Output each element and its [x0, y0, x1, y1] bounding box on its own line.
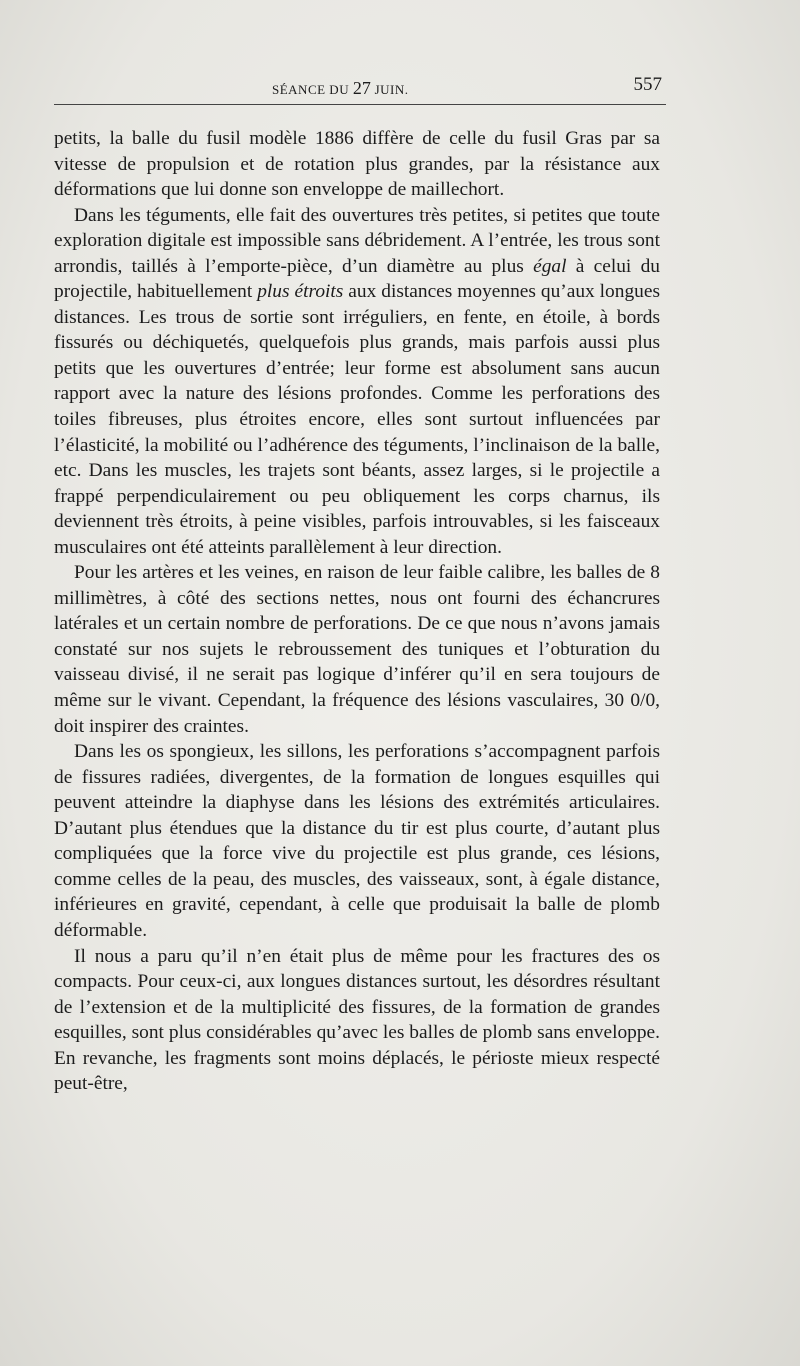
running-head	[272, 78, 409, 99]
paragraph-2-emphasis-2: plus étroits	[257, 281, 344, 303]
paragraph-4: Dans les os spongieux, les sillons, les perforations s’accompagnent parfois de fissures radiées, divergentes, de la formation de longues esquilles qui peuvent atteindre la diaphyse dans les lésions des extrémités articulaires. D’autant plus étendues que la distance du tir est plus courte, d’autant plus compliquées que la force vive du projectile est plus grande, ces lésions, comme celles de la peau, des muscles, des vaisseaux, sont, à égale distance, inférieures en gravité, cependant, à celle que produisait la balle de plomb déformable.	[54, 741, 660, 941]
running-head-prefix: SÉANCE DU	[272, 82, 353, 97]
header-rule	[54, 104, 666, 105]
running-head-suffix: JUIN.	[370, 82, 409, 97]
paragraph-3: Pour les artères et les veines, en raison de leur faible calibre, les balles de 8 millimètres, à côté des sections nettes, nous ont fourni des échancrures latérales et un certain nombre de perforations. De ce que nous n’avons jamais constaté sur nos sujets le rebroussement des tuniques et l’obturation du vaisseau divisé, il ne serait pas logique d’inférer qu’il en sera toujours de même sur le vivant. Cependant, la fréquence des lésions vasculaires, 30 0/0, doit inspirer des craintes.	[54, 562, 660, 737]
body-text	[54, 126, 660, 1097]
paragraph-2-part-3: aux distances moyennes qu’aux longues distances. Les trous de sortie sont irréguliers, en fente, en étoile, à bords fissurés ou déchiquetés, quelquefois plus grands, mais parfois aussi plus petits que les ouvertures d’entrée; leur forme est absolument sans aucun rapport avec la nature des lésions profondes. Comme les perforations des toiles fibreuses, plus étroites encore, elles sont surtout influencées par l’élasticité, la mobilité ou l’adhérence des téguments, l’inclinaison de la balle, etc. Dans les muscles, les trajets sont béants, assez larges, si le projectile a frappé perpendiculairement ou peu obliquement les corps charnus, ils deviennent très étroits, à peine visibles, parfois introuvables, si les faisceaux musculaires ont été atteints parallèlement à leur direction.	[54, 281, 660, 558]
paragraph-2-part-1: Dans les téguments, elle fait des ouvertures très petites, si petites que toute exploration digitale est impossible sans débridement. A l’entrée, les trous sont arrondis, taillés à l’emporte-pièce, d’un diamètre au plus	[54, 204, 660, 277]
paragraph-2	[54, 203, 660, 561]
paragraph-1: petits, la balle du fusil modèle 1886 diffère de celle du fusil Gras par sa vitesse de propulsion et de rotation plus grandes, par la résistance aux déformations que lui donne son enveloppe de maillechort.	[54, 128, 660, 201]
paragraph-5: Il nous a paru qu’il n’en était plus de même pour les fractures des os compacts. Pour ceux-ci, aux longues distances surtout, les désordres résultant de l’extension et de la multiplicité des fissures, de la formation de grandes esquilles, sont plus considérables qu’avec les balles de plomb sans enveloppe. En revanche, les fragments sont moins déplacés, le périoste mieux respecté peut-être,	[54, 945, 660, 1095]
page-number: 557	[633, 74, 662, 95]
paragraph-2-emphasis-1: égal	[533, 255, 567, 277]
page-header	[54, 76, 660, 100]
running-head-day: 27	[352, 78, 371, 98]
paragraph-2-part-2: à celui du projectile, habituellement	[54, 255, 660, 303]
